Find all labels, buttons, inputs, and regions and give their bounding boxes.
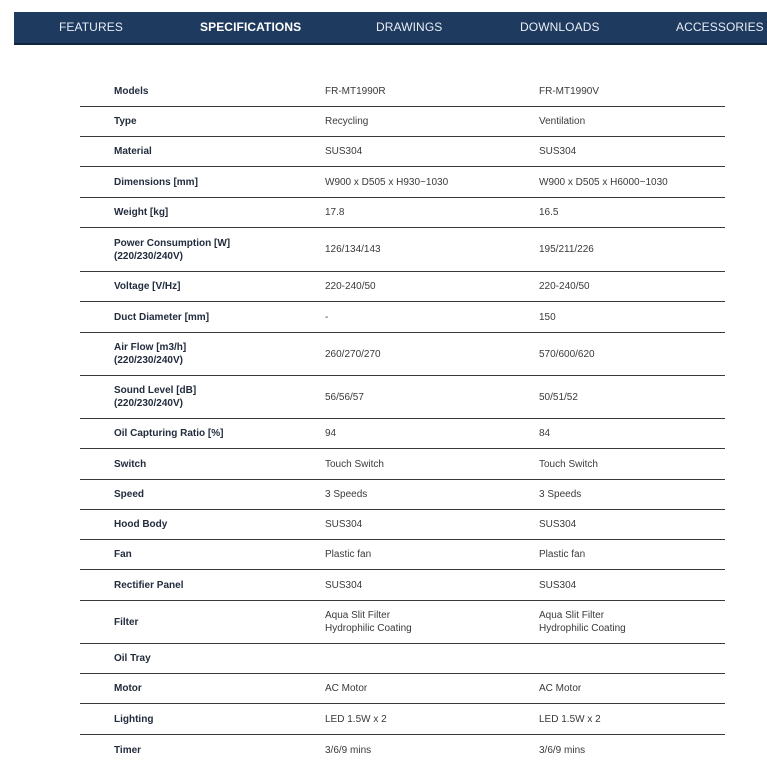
spec-label-line: Duct Diameter [mm] [114, 311, 210, 323]
spec-value-recycling-line: 94 [325, 428, 337, 439]
spec-value-ventilation-line: Plastic fan [539, 549, 586, 560]
spec-value-ventilation-line: Hydrophilic Coating [539, 623, 626, 634]
spec-value-recycling-line: W900 x D505 x H930~1030 [325, 176, 449, 188]
spec-row [80, 419, 725, 449]
spec-value-ventilation-line: Touch Switch [539, 458, 598, 470]
spec-value-recycling [292, 548, 505, 561]
spec-label [80, 518, 292, 531]
spec-value-ventilation-line: 195/211/226 [539, 244, 594, 255]
spec-value-ventilation [505, 488, 725, 501]
spec-value-ventilation [505, 145, 725, 158]
spec-value-ventilation [505, 518, 725, 531]
spec-value-ventilation [505, 115, 725, 128]
spec-value-ventilation-line: 150 [539, 311, 556, 323]
spec-label-line: Switch [114, 458, 147, 470]
spec-value-recycling [292, 713, 505, 726]
spec-value-recycling [292, 427, 505, 440]
spec-value-ventilation-line: SUS304 [539, 519, 577, 530]
spec-row [80, 167, 725, 198]
spec-row [80, 137, 725, 167]
spec-label-line: Dimensions [mm] [114, 176, 198, 188]
spec-value-ventilation-line: 220-240/50 [539, 281, 590, 292]
spec-value-ventilation [505, 548, 725, 561]
spec-row [80, 228, 725, 272]
spec-value-ventilation-line: 84 [539, 428, 551, 439]
spec-row [80, 302, 725, 333]
spec-value-recycling [292, 609, 505, 635]
spec-row [80, 735, 725, 765]
spec-value-recycling [292, 579, 505, 592]
spec-value-ventilation [505, 458, 725, 471]
spec-value-ventilation-line: 50/51/52 [539, 391, 578, 403]
spec-row [80, 601, 725, 644]
spec-value-recycling-line: LED 1.5W x 2 [325, 713, 387, 725]
spec-row [80, 570, 725, 601]
spec-label-line: Fan [114, 549, 132, 560]
spec-row [80, 376, 725, 419]
spec-label-line: Power Consumption [W] [114, 237, 231, 249]
spec-value-recycling-line: - [325, 311, 329, 323]
spec-value-recycling [292, 115, 505, 128]
spec-value-recycling [292, 458, 505, 471]
spec-label [80, 145, 292, 158]
spec-label [80, 176, 292, 189]
spec-label [80, 311, 292, 324]
spec-row [80, 76, 725, 107]
spec-label-line: Rectifier Panel [114, 579, 184, 591]
spec-row [80, 449, 725, 480]
spec-label-line: (220/230/240V) [114, 398, 183, 409]
spec-row [80, 510, 725, 540]
spec-value-ventilation-line: LED 1.5W x 2 [539, 713, 601, 725]
spec-value-recycling-line: AC Motor [325, 683, 368, 694]
spec-label-line: Filter [114, 616, 139, 628]
spec-value-recycling-line: Aqua Slit Filter [325, 610, 391, 621]
spec-value-recycling [292, 311, 505, 324]
spec-value-ventilation [505, 713, 725, 726]
spec-value-ventilation [505, 85, 725, 98]
spec-value-recycling-line: 56/56/57 [325, 391, 364, 403]
spec-label-line: Models [114, 85, 149, 97]
spec-label [80, 682, 292, 695]
spec-value-ventilation-line: FR-MT1990V [539, 85, 600, 97]
spec-label-line: Type [114, 116, 137, 127]
spec-label [80, 115, 292, 128]
spec-label [80, 280, 292, 293]
spec-value-recycling-line: 3 Speeds [325, 489, 368, 500]
spec-value-recycling-line: Touch Switch [325, 458, 384, 470]
tab-accessories[interactable]: ACCESSORIES [676, 20, 764, 34]
spec-value-recycling-line: FR-MT1990R [325, 85, 386, 97]
spec-value-ventilation [505, 609, 725, 635]
spec-value-recycling [292, 744, 505, 757]
spec-label [80, 85, 292, 98]
spec-label-line: Material [114, 146, 152, 157]
spec-value-recycling-line: Hydrophilic Coating [325, 623, 412, 634]
spec-label [80, 384, 292, 410]
spec-label [80, 713, 292, 726]
spec-row [80, 333, 725, 376]
spec-value-recycling-line: Recycling [325, 116, 369, 127]
top-nav-bar [14, 12, 767, 45]
spec-value-ventilation-line: Aqua Slit Filter [539, 610, 605, 621]
spec-value-recycling [292, 176, 505, 189]
spec-value-recycling [292, 488, 505, 501]
spec-value-recycling-line: SUS304 [325, 519, 363, 530]
spec-value-recycling [292, 391, 505, 404]
spec-label-line: Weight [kg] [114, 207, 169, 218]
spec-value-recycling-line: Plastic fan [325, 549, 372, 560]
spec-label [80, 458, 292, 471]
spec-value-recycling-line: SUS304 [325, 146, 363, 157]
spec-value-recycling [292, 206, 505, 219]
spec-value-ventilation-line: W900 x D505 x H6000~1030 [539, 176, 668, 188]
spec-label [80, 744, 292, 757]
spec-value-recycling [292, 280, 505, 293]
spec-row [80, 644, 725, 674]
spec-label-line: (220/230/240V) [114, 355, 183, 366]
spec-value-recycling-line: 17.8 [325, 207, 345, 218]
spec-label [80, 579, 292, 592]
specifications-table [80, 76, 725, 765]
spec-value-ventilation [505, 176, 725, 189]
spec-value-ventilation-line: 3/6/9 mins [539, 744, 586, 756]
spec-label [80, 237, 292, 263]
spec-row [80, 674, 725, 704]
spec-label-line: Sound Level [dB] [114, 385, 197, 396]
spec-value-ventilation [505, 427, 725, 440]
spec-value-recycling-line: 3/6/9 mins [325, 744, 372, 756]
tab-downloads[interactable]: DOWNLOADS [520, 20, 600, 34]
spec-value-ventilation [505, 311, 725, 324]
spec-value-ventilation-line: SUS304 [539, 146, 577, 157]
spec-value-ventilation-line: SUS304 [539, 579, 577, 591]
spec-value-ventilation-line: Ventilation [539, 116, 586, 127]
spec-value-recycling [292, 243, 505, 256]
spec-label [80, 427, 292, 440]
spec-row [80, 704, 725, 735]
spec-value-ventilation-line: 3 Speeds [539, 489, 582, 500]
spec-value-recycling [292, 348, 505, 361]
spec-value-recycling [292, 682, 505, 695]
spec-label-line: Hood Body [114, 519, 168, 530]
spec-label [80, 341, 292, 367]
spec-label-line: Oil Tray [114, 653, 151, 664]
spec-value-ventilation-line: AC Motor [539, 683, 582, 694]
spec-label-line: Timer [114, 744, 142, 756]
spec-label-line: Motor [114, 683, 142, 694]
spec-value-recycling [292, 85, 505, 98]
spec-row [80, 107, 725, 137]
spec-value-recycling-line: 220-240/50 [325, 281, 376, 292]
spec-row [80, 480, 725, 510]
spec-value-ventilation [505, 744, 725, 757]
spec-value-recycling [292, 145, 505, 158]
spec-row [80, 540, 725, 570]
spec-label [80, 548, 292, 561]
spec-label-line: Speed [114, 489, 145, 500]
tab-specifications[interactable]: SPECIFICATIONS [200, 20, 302, 34]
spec-value-recycling-line: SUS304 [325, 579, 363, 591]
spec-label-line: Oil Capturing Ratio [%] [114, 428, 224, 439]
spec-value-recycling [292, 518, 505, 531]
spec-row [80, 198, 725, 228]
spec-value-ventilation [505, 391, 725, 404]
spec-row [80, 272, 725, 302]
spec-value-ventilation-line: 16.5 [539, 207, 559, 218]
spec-value-ventilation-line: 570/600/620 [539, 348, 595, 360]
spec-value-recycling-line: 126/134/143 [325, 244, 381, 255]
spec-label-line: (220/230/240V) [114, 250, 183, 262]
tab-features[interactable]: FEATURES [59, 20, 123, 34]
spec-label-line: Air Flow [m3/h] [114, 342, 187, 353]
spec-value-ventilation [505, 206, 725, 219]
spec-value-ventilation [505, 348, 725, 361]
spec-value-ventilation [505, 579, 725, 592]
spec-value-ventilation [505, 243, 725, 256]
spec-label [80, 206, 292, 219]
spec-value-ventilation [505, 682, 725, 695]
spec-value-recycling-line: 260/270/270 [325, 348, 381, 360]
spec-label-line: Voltage [V/Hz] [114, 281, 181, 292]
spec-label [80, 652, 292, 665]
spec-label-line: Lighting [114, 713, 154, 725]
spec-label [80, 616, 292, 629]
tab-drawings[interactable]: DRAWINGS [376, 20, 443, 34]
spec-value-ventilation [505, 280, 725, 293]
spec-label [80, 488, 292, 501]
